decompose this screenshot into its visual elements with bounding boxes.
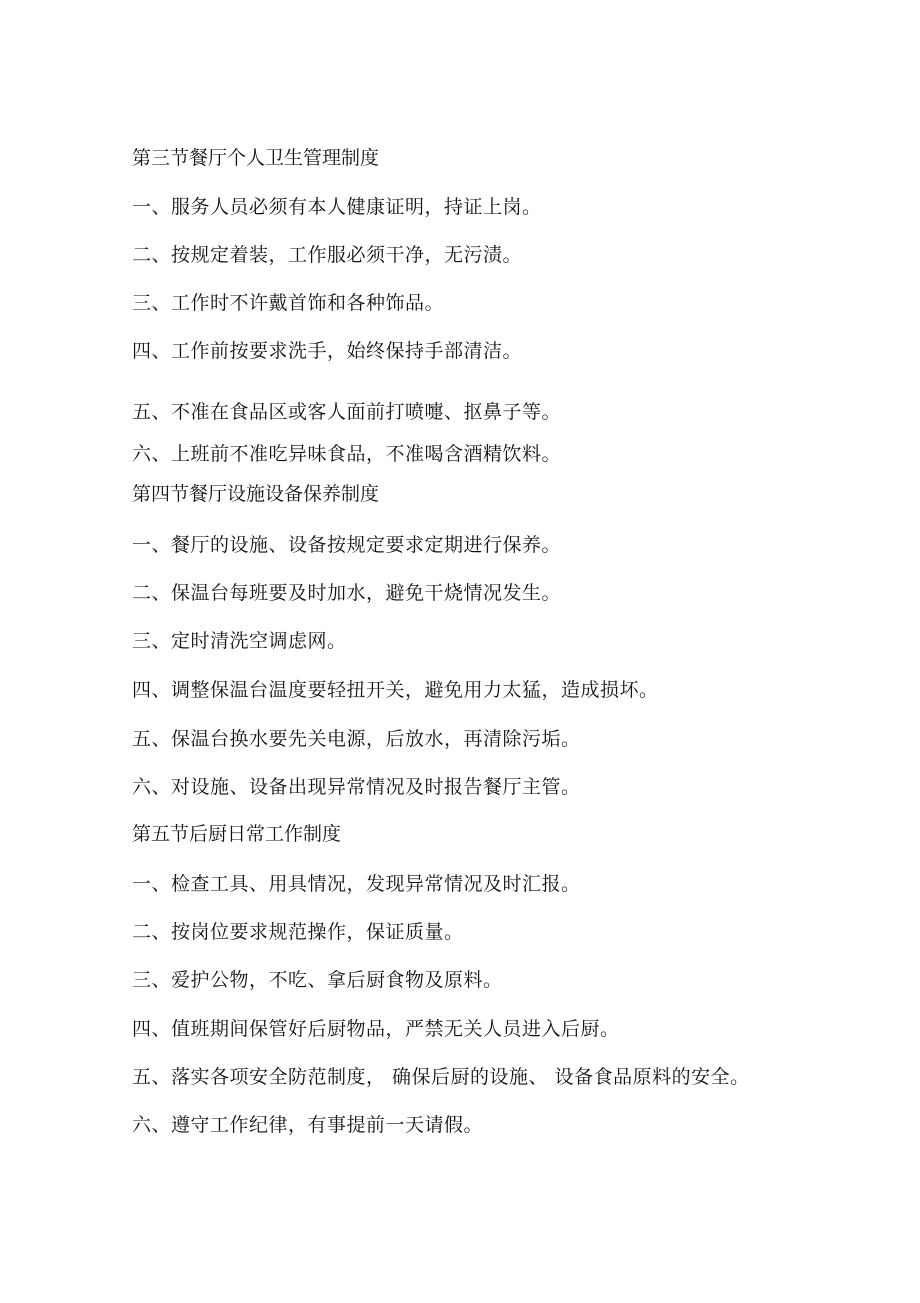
- list-item: 二、按规定着装，工作服必须干净，无污渍。: [132, 244, 523, 266]
- list-item: 五、不准在食品区或客人面前打喷嚏、抠鼻子等。: [132, 401, 562, 423]
- list-item: 一、服务人员必须有本人健康证明，持证上岗。: [132, 196, 542, 218]
- list-item: 五、落实各项安全防范制度， 确保后厨的设施、 设备食品原料的安全。: [132, 1066, 750, 1088]
- list-item: 二、保温台每班要及时加水，避免干烧情况发生。: [132, 582, 562, 604]
- section-heading: 第五节后厨日常工作制度: [132, 823, 342, 845]
- list-item: 六、遵守工作纪律，有事提前一天请假。: [132, 1114, 484, 1136]
- section-heading: 第四节餐厅设施设备保养制度: [132, 483, 380, 505]
- list-item: 六、上班前不准吃异味食品，不准喝含酒精饮料。: [132, 443, 562, 465]
- list-item: 五、保温台换水要先关电源，后放水，再清除污垢。: [132, 728, 581, 750]
- list-item: 六、对设施、设备出现异常情况及时报告餐厅主管。: [132, 776, 581, 798]
- list-item: 四、值班期间保管好后厨物品，严禁无关人员进入后厨。: [132, 1018, 620, 1040]
- list-item: 三、定时清洗空调虑网。: [132, 630, 347, 652]
- list-item: 四、调整保温台温度要轻扭开关，避免用力太猛，造成损坏。: [132, 679, 659, 701]
- list-item: 四、工作前按要求洗手，始终保持手部清洁。: [132, 340, 523, 362]
- list-item: 三、爱护公物，不吃、拿后厨食物及原料。: [132, 969, 503, 991]
- list-item: 一、餐厅的设施、设备按规定要求定期进行保养。: [132, 534, 562, 556]
- list-item: 三、工作时不许戴首饰和各种饰品。: [132, 292, 445, 314]
- list-item: 二、按岗位要求规范操作，保证质量。: [132, 921, 464, 943]
- section-heading: 第三节餐厅个人卫生管理制度: [132, 147, 380, 169]
- list-item: 一、检查工具、用具情况，发现异常情况及时汇报。: [132, 873, 581, 895]
